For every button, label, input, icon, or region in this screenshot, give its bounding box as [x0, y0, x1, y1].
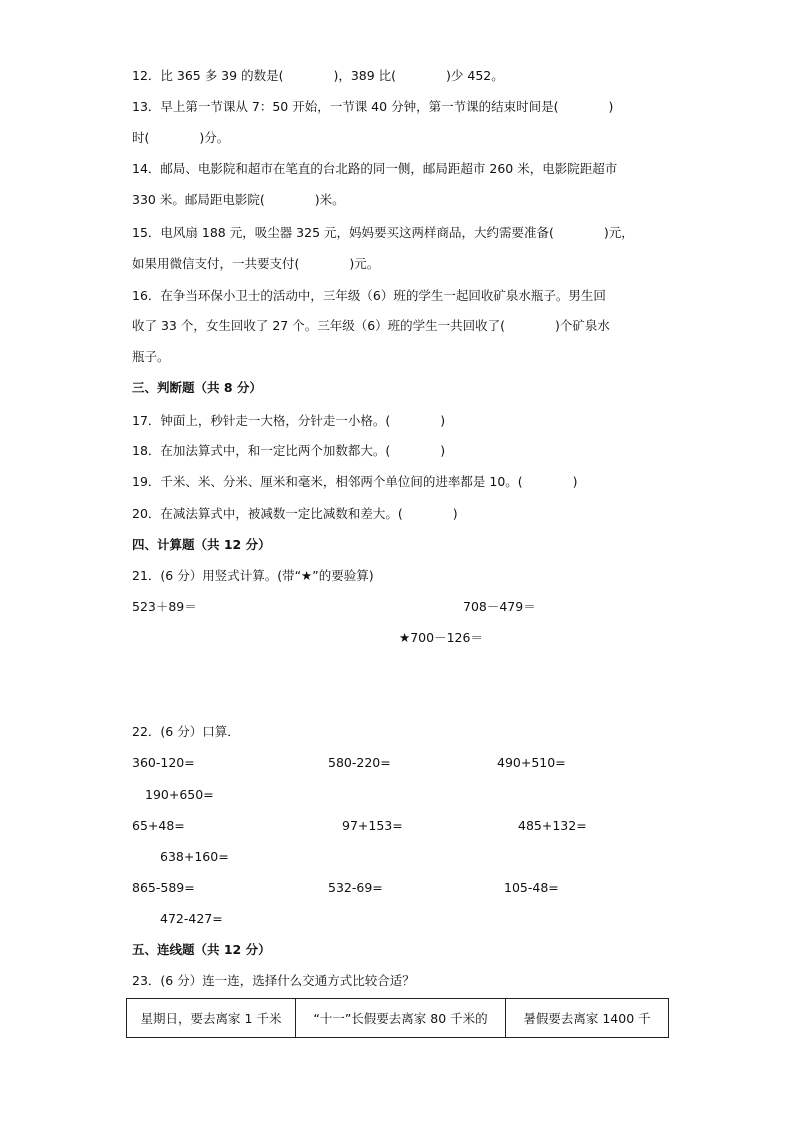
q20-line: 20．在减法算式中，被减数一定比减数和差大。( ) — [132, 506, 458, 521]
q16-line: 16．在争当环保小卫士的活动中，三年级（6）班的学生一起回收矿泉水瓶子。男生回 — [132, 288, 606, 303]
q13-line-cont: 时( )分。 — [132, 130, 230, 145]
table-cell: 暑假要去离家 1400 千 — [506, 999, 669, 1038]
q12-line: 12．比 365 多 39 的数是( )，389 比( )少 452。 — [132, 68, 504, 83]
q22-expr: 472-427= — [160, 911, 223, 926]
q22-expr: 360-120= — [132, 755, 195, 770]
section5-title: 五、连线题（共 12 分） — [132, 942, 271, 957]
q18-line: 18．在加法算式中，和一定比两个加数都大。( ) — [132, 443, 446, 458]
q22-expr: 190+650= — [145, 787, 214, 802]
section3-title: 三、判断题（共 8 分） — [132, 380, 262, 395]
q22-expr: 65+48= — [132, 818, 185, 833]
q21-expr: 708－479＝ — [463, 599, 536, 614]
q17-line: 17．钟面上，秒针走一大格，分针走一小格。( ) — [132, 413, 446, 428]
q15-line: 15．电风扇 188 元，吸尘器 325 元，妈妈要买这两样商品，大约需要准备( )元， — [132, 225, 634, 240]
q22-expr: 638+160= — [160, 849, 229, 864]
q22-expr: 580-220= — [328, 755, 391, 770]
q21-expr: 523＋89＝ — [132, 599, 197, 614]
q23-prompt: 23．(6 分）连一连，选择什么交通方式比较合适？ — [132, 973, 415, 988]
q21-prompt: 21．(6 分）用竖式计算。(带“★”的要验算) — [132, 568, 374, 583]
section4-title: 四、计算题（共 12 分） — [132, 537, 271, 552]
q15-line-cont: 如果用微信支付，一共要支付( )元。 — [132, 256, 380, 271]
table-row — [127, 999, 669, 1038]
q22-prompt: 22．(6 分）口算． — [132, 724, 240, 739]
table-cell: 星期日，要去离家 1 千米 — [127, 999, 296, 1038]
q16-line-cont2: 瓶子。 — [132, 349, 170, 364]
q14-line: 14．邮局、电影院和超市在笔直的台北路的同一侧，邮局距超市 260 米，电影院距超市 — [132, 161, 618, 176]
q22-expr: 490+510= — [497, 755, 566, 770]
q14-line-cont: 330 米。邮局距电影院( )米。 — [132, 192, 345, 207]
q22-expr: 485+132= — [518, 818, 587, 833]
transport-options-table — [126, 998, 669, 1038]
q21-expr: ★700－126＝ — [399, 630, 483, 645]
table-cell: “十一”长假要去离家 80 千米的 — [296, 999, 506, 1038]
q13-line: 13．早上第一节课从 7：50 开始，一节课 40 分钟，第一节课的结束时间是( ) — [132, 99, 614, 114]
q22-expr: 97+153= — [342, 818, 403, 833]
q22-expr: 865-589= — [132, 880, 195, 895]
q22-expr: 532-69= — [328, 880, 383, 895]
q19-line: 19．千米、米、分米、厘米和毫米，相邻两个单位间的进率都是 10。( ) — [132, 474, 578, 489]
q22-expr: 105-48= — [504, 880, 559, 895]
q16-line-cont: 收了 33 个，女生回收了 27 个。三年级（6）班的学生一共回收了( )个矿泉水 — [132, 318, 610, 333]
